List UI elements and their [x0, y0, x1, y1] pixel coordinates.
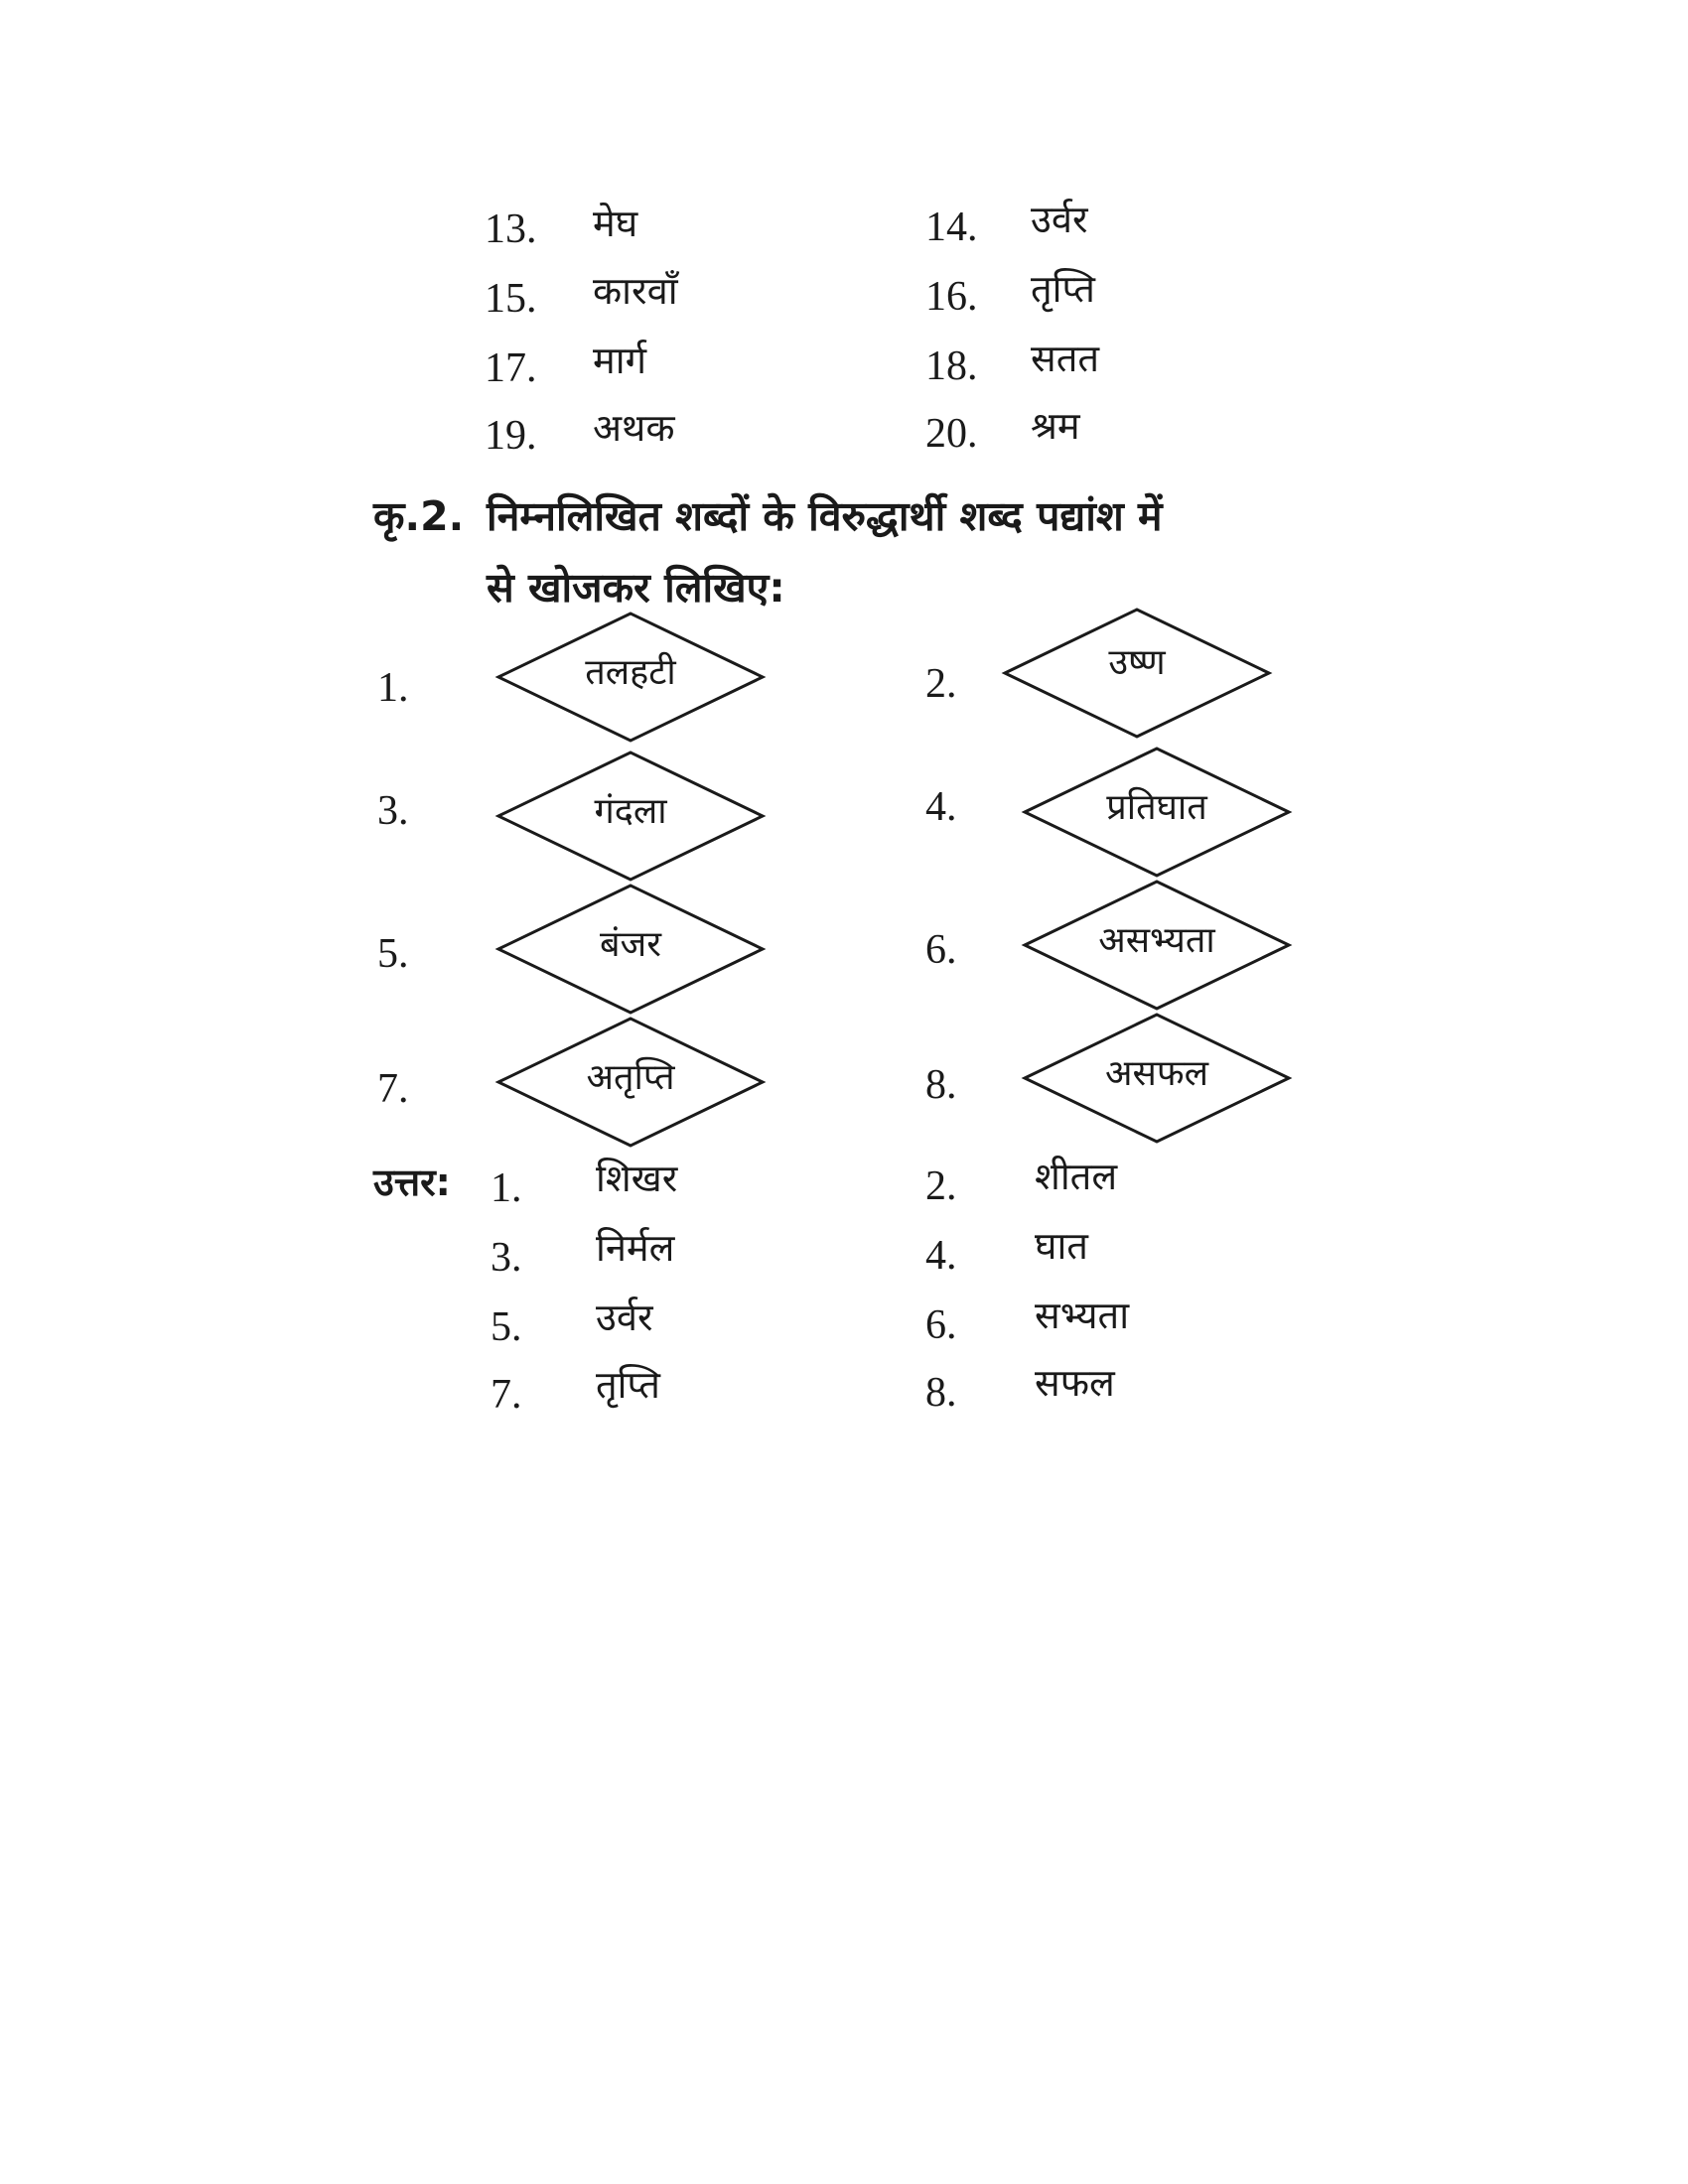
diamond-word: असभ्यता: [1098, 920, 1215, 961]
item-number: 19.: [485, 413, 537, 459]
item-word: मेघ: [593, 202, 638, 245]
diamond-box: [496, 1017, 765, 1148]
diamond-number: 3.: [377, 788, 409, 834]
item-number: 16.: [925, 274, 978, 320]
answer-number: 1.: [491, 1165, 522, 1211]
question-number: कृ.2.: [373, 492, 465, 540]
diamond-box: [496, 751, 765, 882]
answer-word: निर्मल: [596, 1226, 675, 1270]
item-word: कारवाँ: [593, 269, 678, 313]
answer-number: 6.: [925, 1302, 957, 1348]
item-number: 15.: [485, 276, 537, 322]
answer-word: शिखर: [596, 1157, 678, 1200]
item-word: मार्ग: [593, 339, 646, 382]
item-number: 20.: [925, 411, 978, 457]
answer-label: उत्तर:: [373, 1160, 451, 1204]
answer-word: घात: [1035, 1224, 1088, 1268]
item-number: 17.: [485, 345, 537, 391]
item-word: सतत: [1031, 337, 1100, 380]
diamond-number: 2.: [925, 661, 957, 707]
diamond-number: 7.: [377, 1066, 409, 1112]
item-word: उर्वर: [1031, 198, 1088, 241]
diamond-word: गंदला: [594, 791, 667, 832]
diamond-box: [1003, 608, 1271, 739]
diamond-box: [1023, 880, 1291, 1011]
answer-word: उर्वर: [596, 1296, 653, 1339]
question-line-1: निम्नलिखित शब्दों के विरुद्धार्थी शब्द पद्यांश में: [487, 492, 1163, 540]
diamond-number: 8.: [925, 1062, 957, 1108]
diamond-word: प्रतिघात: [1106, 787, 1207, 828]
answer-word: शीतल: [1035, 1155, 1118, 1198]
item-number: 14.: [925, 205, 978, 250]
answer-word: सफल: [1035, 1361, 1115, 1405]
item-number: 13.: [485, 206, 537, 252]
diamond-word: अतृप्ति: [586, 1057, 675, 1098]
item-number: 18.: [925, 343, 978, 389]
item-word: तृप्ति: [1031, 267, 1095, 311]
diamond-word: उष्ण: [1108, 642, 1166, 683]
diamond-number: 1.: [377, 665, 409, 711]
answer-number: 2.: [925, 1163, 957, 1209]
diamond-box: [1023, 747, 1291, 878]
answer-number: 3.: [491, 1235, 522, 1281]
diamond-box: [496, 612, 765, 743]
diamond-box: [1023, 1013, 1291, 1144]
diamond-number: 4.: [925, 784, 957, 830]
diamond-number: 5.: [377, 931, 409, 977]
item-word: श्रम: [1031, 404, 1080, 448]
answer-number: 4.: [925, 1233, 957, 1279]
answer-number: 7.: [491, 1372, 522, 1418]
answer-number: 5.: [491, 1304, 522, 1350]
diamond-box: [496, 884, 765, 1015]
answer-number: 8.: [925, 1370, 957, 1416]
diamond-word: असफल: [1104, 1053, 1208, 1094]
answer-word: सभ्यता: [1035, 1294, 1130, 1337]
question-line-2: से खोजकर लिखिए:: [487, 564, 785, 612]
diamond-word: तलहटी: [585, 652, 676, 693]
diamond-number: 6.: [925, 927, 957, 973]
answer-word: तृप्ति: [596, 1363, 660, 1407]
item-word: अथक: [593, 406, 675, 450]
diamond-word: बंजर: [600, 924, 661, 965]
